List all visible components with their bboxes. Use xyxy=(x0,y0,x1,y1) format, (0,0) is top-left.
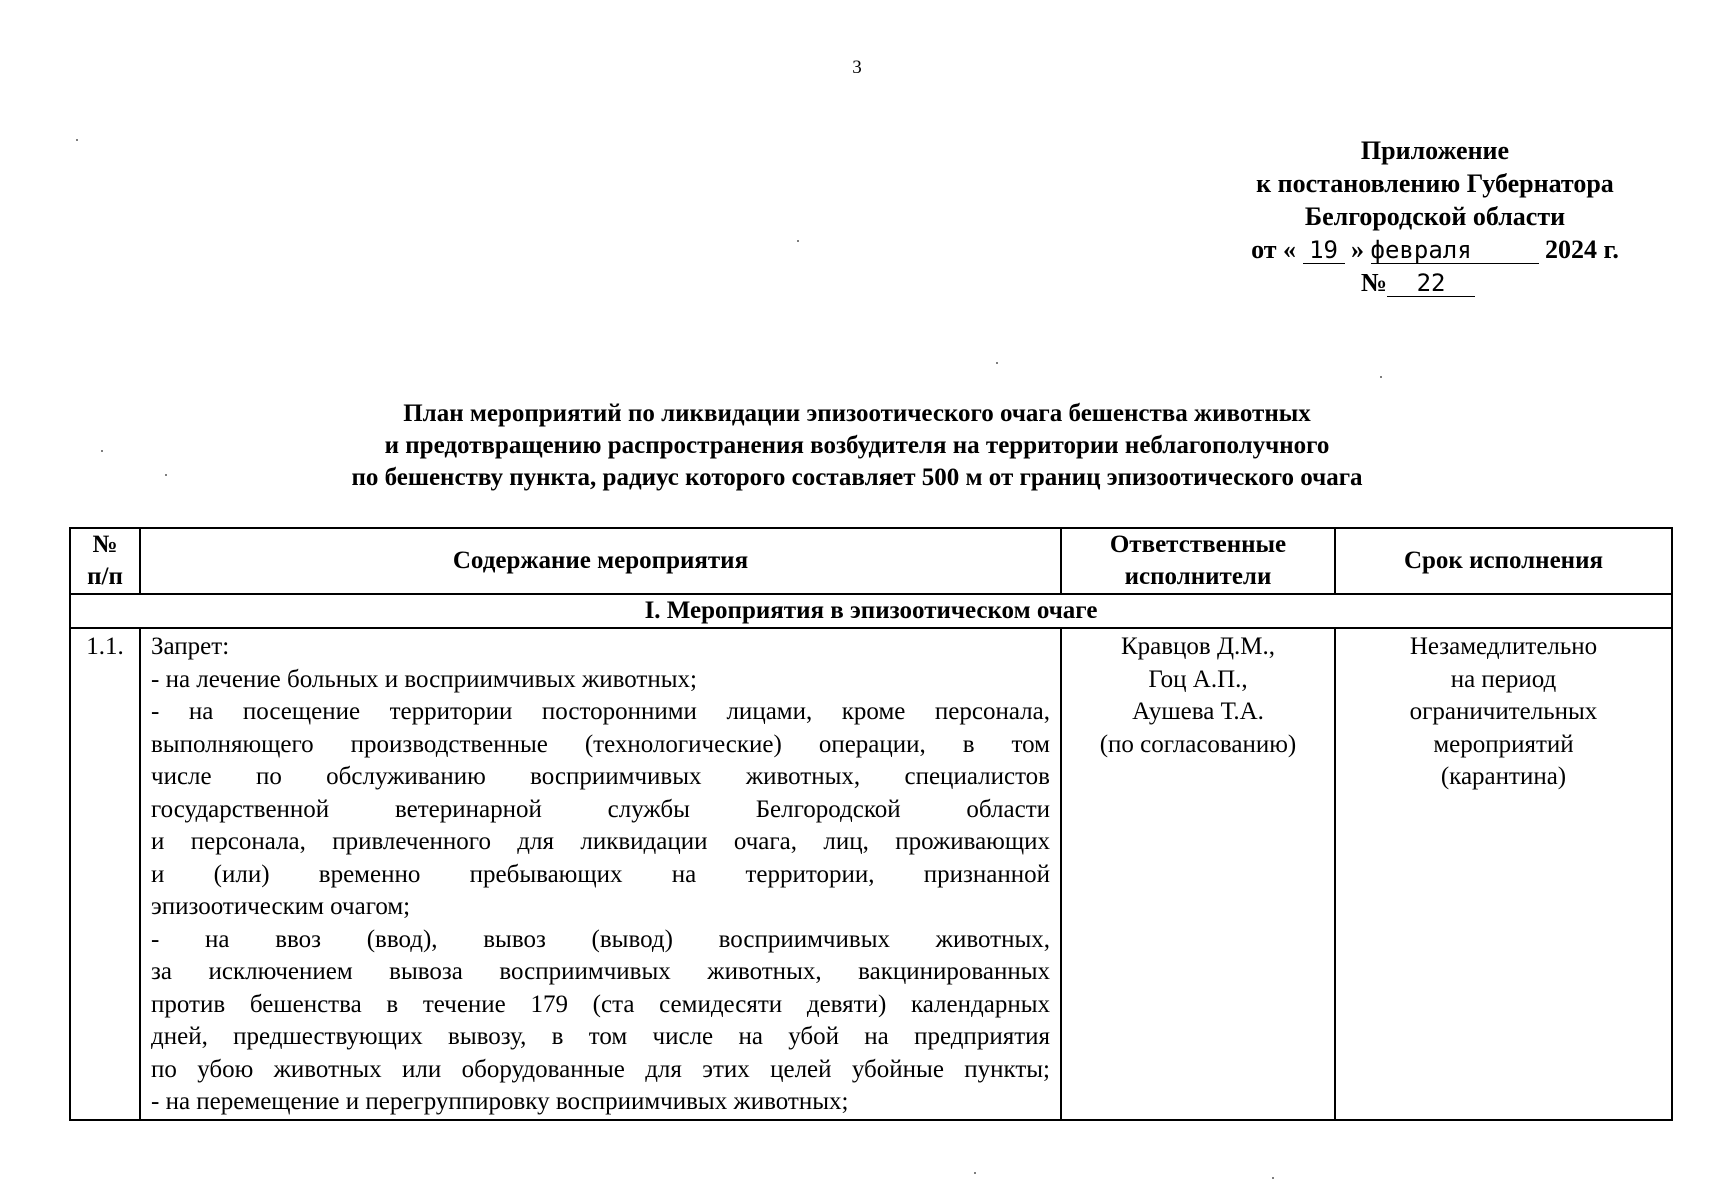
header-num xyxy=(70,528,140,594)
term-line: ограничительных xyxy=(1409,698,1598,725)
scan-speck xyxy=(1380,376,1382,378)
title-line-3: по бешенству пункта, радиус которого составляет 500 м от границ эпизоотического очага xyxy=(351,464,1363,491)
number-prefix: № xyxy=(1360,268,1388,297)
appendix-region-line: Белгородской области xyxy=(1304,202,1566,231)
content-line: государственной ветеринарной службы Белгородской области xyxy=(151,795,1050,823)
content-line: по убою животных или оборудованные для этих целей убойные пункты; xyxy=(151,1055,1050,1083)
document-title xyxy=(0,398,1714,494)
section-row xyxy=(70,594,1672,628)
content-line: эпизоотическим очагом; xyxy=(151,893,411,920)
date-mid: » xyxy=(1351,235,1365,264)
row-number: 1.1. xyxy=(70,628,140,1120)
term-line: (карантина) xyxy=(1440,763,1567,790)
row-term xyxy=(1335,628,1672,1120)
scan-speck xyxy=(996,362,998,364)
header-num-line-2: п/п xyxy=(87,563,123,590)
term-line: мероприятий xyxy=(1433,730,1574,758)
scan-speck xyxy=(1272,1177,1274,1179)
table-header-row xyxy=(70,528,1672,594)
scan-speck xyxy=(165,474,167,476)
content-line: против бешенства в течение 179 (ста семидесяти девяти) календарных xyxy=(151,990,1050,1018)
title-line-2: и предотвращению распространения возбудителя на территории неблагополучного xyxy=(384,432,1330,459)
date-month: февраля xyxy=(1371,237,1539,264)
title-line-1: План мероприятий по ликвидации эпизоотического очага бешенства животных xyxy=(403,400,1311,427)
date-year: 2024 г. xyxy=(1545,235,1619,264)
row-responsible xyxy=(1061,628,1335,1120)
content-line: и (или) временно пребывающих на территории, признанной xyxy=(151,860,1050,888)
content-line: - на перемещение и перегруппировку восприимчивых животных; xyxy=(151,1088,849,1115)
table-row xyxy=(70,628,1672,1120)
header-term: Срок исполнения xyxy=(1335,528,1672,594)
content-line: числе по обслуживанию восприимчивых животных, специалистов xyxy=(151,763,1050,790)
appendix-decree-line: к постановлению Губернатора xyxy=(1256,169,1614,198)
content-line: - на посещение территории посторонними лицами, кроме персонала, xyxy=(151,698,1050,725)
content-line: - на лечение больных и восприимчивых животных; xyxy=(151,665,697,693)
responsible-line: Кравцов Д.М., xyxy=(1120,633,1276,660)
responsible-line: Аушева Т.А. xyxy=(1132,698,1264,725)
header-responsible-line-1: Ответственные xyxy=(1109,531,1287,558)
appendix-block xyxy=(1235,134,1635,299)
scan-speck xyxy=(974,1172,976,1174)
content-line: за исключением вывоза восприимчивых животных, вакцинированных xyxy=(151,958,1050,985)
term-line: на период xyxy=(1450,665,1557,693)
content-line: выполняющего производственные (технологические) операции, в том xyxy=(151,730,1050,758)
appendix-number-line xyxy=(1235,266,1635,299)
section-title: I. Мероприятия в эпизоотическом очаге xyxy=(70,594,1672,628)
content-line: дней, предшествующих вывозу, в том числе на убой на предприятия xyxy=(151,1023,1050,1050)
appendix-date-line xyxy=(1235,233,1635,266)
term-line: Незамедлительно xyxy=(1409,633,1598,660)
header-responsible-line-2: исполнители xyxy=(1124,563,1272,590)
content-line: Запрет: xyxy=(151,633,230,660)
scan-speck xyxy=(797,240,799,242)
date-prefix: от « xyxy=(1251,235,1297,264)
responsible-line: Гоц А.П., xyxy=(1148,665,1248,693)
plan-table xyxy=(69,527,1673,1121)
row-content xyxy=(140,628,1061,1120)
appendix-title: Приложение xyxy=(1360,136,1510,165)
scan-speck xyxy=(76,139,78,141)
scan-speck xyxy=(101,450,103,452)
responsible-line: (по согласованию) xyxy=(1099,730,1297,758)
content-line: - на ввоз (ввод), вывоз (вывод) восприимчивых животных, xyxy=(151,925,1050,953)
number-value: 22 xyxy=(1387,270,1475,297)
content-line: и персонала, привлеченного для ликвидации очага, лиц, проживающих xyxy=(151,828,1050,855)
header-responsible xyxy=(1061,528,1335,594)
header-num-line-1: № xyxy=(92,531,118,558)
page-number: 3 xyxy=(852,57,862,78)
header-content: Содержание мероприятия xyxy=(140,528,1061,594)
date-day: 19 xyxy=(1303,237,1345,264)
